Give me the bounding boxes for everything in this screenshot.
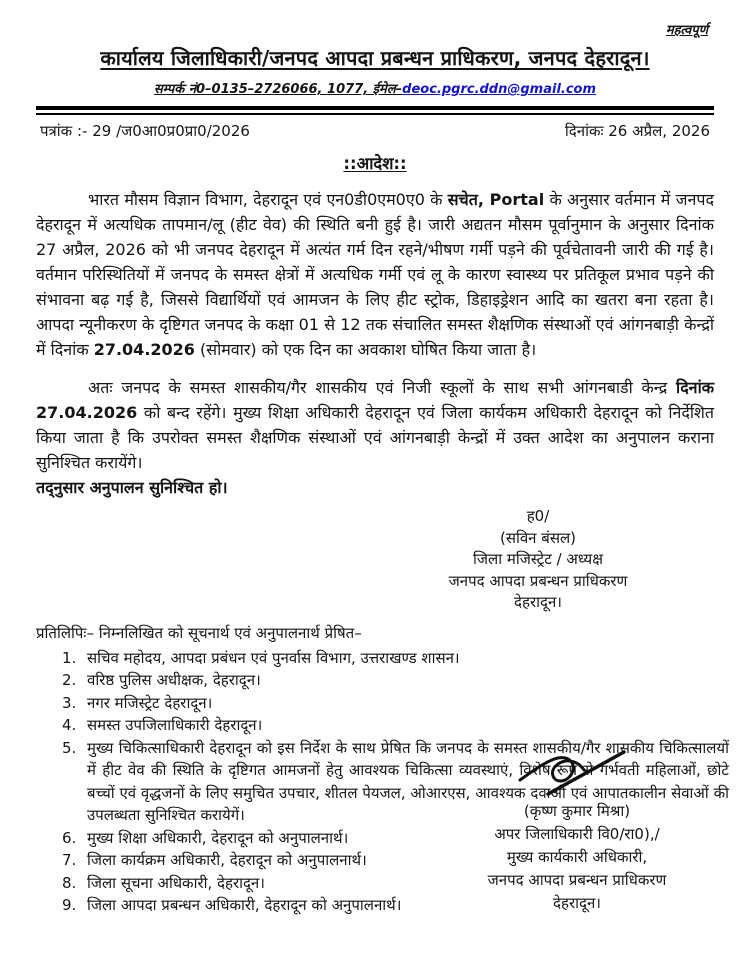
office-title-text: कार्यालय जिलाधिकारी/जनपद आपदा प्रबन्धन प्राधिकरण, जनपद देहरादून। bbox=[100, 46, 650, 70]
copies-item-7: जिला कार्यक्रम अधिकारी, देहरादून को अनुपालनार्थ। bbox=[87, 851, 367, 869]
header-divider bbox=[36, 106, 714, 115]
para2-seg3: को बन्द रहेंगे। मुख्य शिक्षा अधिकारी देहरादून एवं जिला कार्यकम अधिकारी देहरादून को निर्देशित किया जाता है कि उपरोक्त समस्त शैक्षणिक संस्थाओं एवं आंगनबाड़ी केन्द्रों में उक्त आदेश का अनुपालन कराना सुनिश्चित करायेंगे। bbox=[36, 403, 714, 472]
para1-seg1: भारत मौसम विज्ञान विभाग, देहरादून एवं एन0डी0एम0ए0 के bbox=[88, 190, 448, 209]
sig1-name: (सविन बंसल) bbox=[499, 528, 577, 547]
sig1-authority: जनपद आपदा प्रबन्धन प्राधिकरण bbox=[448, 571, 628, 590]
para2-seg1: अतः जनपद के समस्त शासकीय/गैर शासकीय एवं निजी स्कूलों के साथ सभी आंगनबाडी केन्द्र bbox=[88, 378, 677, 397]
handwritten-signature-icon bbox=[512, 736, 642, 798]
sig2-authority: जनपद आपदा प्रबन्धन प्राधिकरण bbox=[487, 871, 667, 889]
para2-seg2-bold-date: दिनांक 27.04.2026 bbox=[36, 378, 714, 422]
copies-item-3: नगर मजिस्ट्रेट देहरादून। bbox=[87, 693, 213, 712]
copies-item-5: मुख्य चिकित्साधिकारी देहरादून को इस निर्देश के साथ प्रेषित कि जनपद के समस्त शासकीय/गैर शासकीय चिकित्सालयों में हीट वेव की स्थिति के दृष्टिगत आमजनों हेतु आवश्यक चिकित्सा व्यवस्थाएं, विशेष रूप से गर्भवती महिलाओं, छोटे बच्चों एवं वृद्धजनों के लिए समुचित उपचार, शीतल पेयजल, ओआरएस, आवश्यक दवाओं एवं आपातकालीन सेवाओं की उपलब्धता सुनिश्चित करायेगें। bbox=[87, 738, 729, 824]
sig1-ho-mark: ह0/ bbox=[526, 507, 550, 525]
copies-item-2: वरिष्ठ पुलिस अधीक्षक, देहरादून। bbox=[87, 671, 261, 689]
reference-row bbox=[36, 121, 714, 141]
copies-heading: प्रतिलिपिः– निम्नलिखित को सूचनार्थ एवं अनुपालनार्थ प्रेषित– bbox=[36, 623, 362, 642]
importance-tag bbox=[36, 20, 714, 38]
contact-numbers: सम्पर्क नं0–0135–2726066, 1077, ईमेल– bbox=[153, 82, 403, 97]
para1-seg4-bold-date: 27.04.2026 bbox=[93, 340, 195, 359]
order-heading bbox=[36, 151, 714, 174]
importance-tag-text: महत्वपूर्ण bbox=[665, 23, 708, 38]
para1-seg3: के अनुसार वर्तमान में जनपद देहरादून में अत्यधिक तापमान/लू (हीट वेव) की स्थिति बनी हुई है। जारी अद्यतन मौसम पूर्वानुमान के अनुसार दिनांक 27 अप्रैल, 2026 को भी जनपद देहरादून में अत्यंत गर्म दिन रहने/भीषण गर्मी पड़ने की पूर्वचेतावनी जारी की गई है। वर्तमान परिस्थितियों में जनपद के समस्त क्षेत्रों में अत्यधिक गर्मी एवं लू के कारण स्वास्थ्य पर प्रतिकूल प्रभाव पड़ने की संभावना बढ़ गई है, जिससे विद्यार्थियों एवं आमजन के लिए हीट स्ट्रोक, डिहाइड्रेशन आदि का खतरा बना रहता है। आपदा न्यूनीकरण के दृष्टिगत जनपद के कक्षा 01 से 12 तक संचालित समस्त शैक्षणिक संस्थाओं एवं आंगनबाड़ी केन्द्रों में दिनांक bbox=[36, 190, 714, 359]
sig2-place: देहरादून। bbox=[553, 894, 601, 912]
copies-item-9: जिला आपदा प्रबन्धन अधिकारी, देहरादून को अनुपालनार्थ। bbox=[87, 896, 402, 914]
page-title bbox=[36, 44, 714, 71]
letter-date: दिनांकः 26 अप्रैल, 2026 bbox=[564, 122, 710, 140]
sig2-designation-2: मुख्य कार्यकारी अधिकारी, bbox=[506, 848, 648, 866]
signature-block-adm bbox=[422, 736, 732, 915]
copies-item-8: जिला सूचना अधिकारी, देहरादून। bbox=[87, 873, 265, 892]
order-paragraph-2 bbox=[36, 375, 714, 475]
sig2-designation-1: अपर जिलाधिकारी वि0/रा0),/ bbox=[494, 825, 660, 843]
sig2-name: (कृष्ण कुमार मिश्रा) bbox=[523, 802, 631, 820]
order-paragraph-1 bbox=[36, 187, 714, 362]
para1-seg5: (सोमवार) को एक दिन का अवकाश घोषित किया जाता है। bbox=[194, 340, 537, 359]
order-heading-text: ::आदेश:: bbox=[343, 154, 407, 173]
copies-item-1: सचिव महोदय, आपदा प्रबंधन एवं पुनर्वास विभाग, उत्तराखण्ड शासन। bbox=[87, 648, 460, 667]
email-link[interactable]: deoc.pgrc.ddn@gmail.com bbox=[402, 82, 597, 97]
para1-seg2-bold: सचेत, Portal bbox=[447, 190, 545, 209]
copies-item-6: मुख्य शिक्षा अधिकारी, देहरादून को अनुपालनार्थ। bbox=[87, 828, 349, 847]
contact-line bbox=[36, 79, 714, 97]
sig1-place: देहरादून। bbox=[514, 593, 562, 611]
copies-item-4: समस्त उपजिलाधिकारी देहरादून। bbox=[87, 716, 263, 734]
signature-block-dm bbox=[398, 506, 678, 614]
sig1-designation: जिला मजिस्ट्रेट / अध्यक्ष bbox=[473, 550, 603, 568]
letter-number: पत्रांक :- 29 /ज0आ0प्र0प्रा0/2026 bbox=[40, 122, 250, 140]
compliance-closing-line: तद्नुसार अनुपालन सुनिश्चित हो। bbox=[36, 478, 228, 497]
